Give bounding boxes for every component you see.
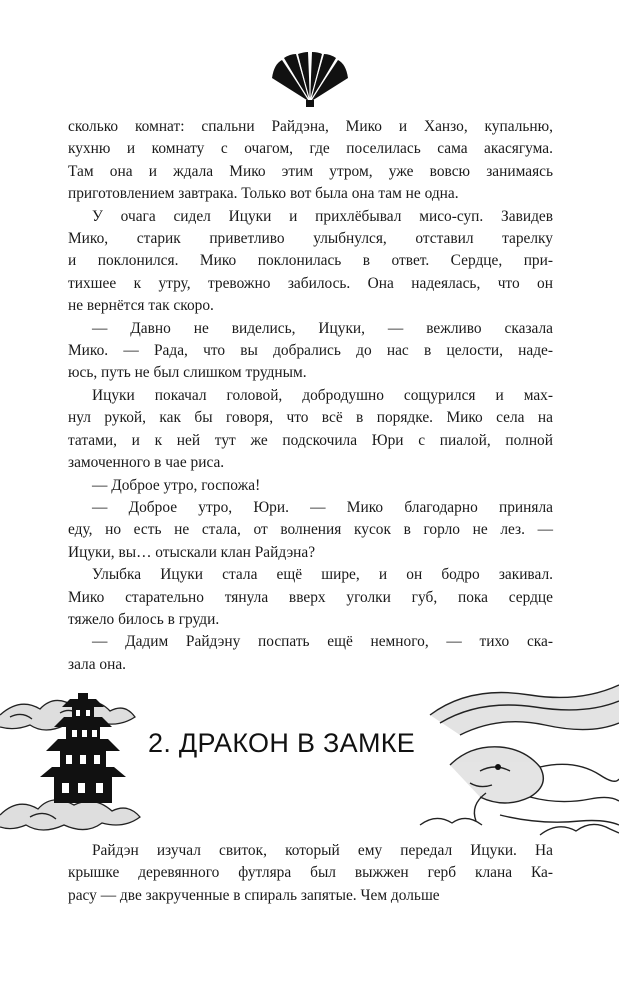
text-line: — Доброе утро, Юри. — Мико благодарно приняла [92, 498, 553, 516]
text-line: Мико. — Рада, что вы добрались до нас в целости, наде- [68, 342, 553, 360]
text-line: юсь, путь не был слишком трудным. [68, 364, 307, 382]
paragraph [68, 206, 553, 318]
text-line: и поклонился. Мико поклонилась в ответ. Сердце, при- [68, 252, 553, 270]
text-line: замоченного в чае риса. [68, 454, 225, 472]
text-line: татами, и к ней тут же подскочила Юри с пиалой, полной [68, 431, 553, 449]
text-line: нул рукой, как бы говоря, что всё в порядке. Мико села на [68, 409, 553, 427]
chapter-header-illustration [0, 675, 619, 850]
text-line: Мико старательно тянула вверх уголки губ, пока сердце [68, 588, 553, 606]
text-line: — Доброе утро, госпожа! [92, 476, 261, 494]
paragraph [68, 564, 553, 631]
paragraph [68, 318, 553, 385]
text-line: — Давно не виделись, Ицуки, — вежливо сказала [92, 319, 553, 337]
paragraph [68, 497, 553, 564]
paragraph [68, 116, 553, 206]
text-line: Ицуки, вы… отыскали клан Райдэна? [68, 543, 316, 561]
text-line: крышке деревянного футляра был выжжен герб клана Ка- [68, 864, 553, 882]
text-line: Мико, старик приветливо улыбнулся, отставил тарелку [68, 230, 553, 248]
paragraph [68, 385, 553, 475]
body-text-top [68, 116, 553, 676]
text-line: тихшее к утру, тревожно забилось. Она надеялась, что он [68, 274, 553, 292]
text-line: приготовлением завтрака. Только вот была она там не одна. [68, 185, 459, 203]
paragraph [68, 840, 553, 907]
paragraph [68, 475, 553, 497]
paragraph [68, 631, 553, 676]
body-text-bottom [68, 840, 553, 907]
text-line: Ицуки покачал головой, добродушно сощурился и мах- [92, 386, 553, 404]
text-line: не вернётся так скоро. [68, 297, 214, 315]
text-line: еду, но есть не стала, от волнения кусок в горло не лез. — [68, 521, 553, 539]
text-line: Райдэн изучал свиток, который ему передал Ицуки. На [92, 842, 553, 859]
text-line: сколько комнат: спальни Райдэна, Мико и Ханзо, купальню, [68, 118, 553, 135]
text-line: расу — две закрученные в спираль запятые. Чем дольше [68, 886, 440, 904]
text-line: Улыбка Ицуки стала ещё шире, и он бодро закивал. [92, 566, 553, 584]
text-line: Там она и ждала Мико этим утром, уже вовсю занимаясь [68, 162, 553, 180]
text-line: У очага сидел Ицуки и прихлёбывал мисо-суп. Завидев [92, 207, 553, 225]
text-line: тяжело билось в груди. [68, 610, 220, 628]
folding-fan-icon [268, 52, 352, 108]
text-line: зала она. [68, 655, 127, 673]
text-line: — Дадим Райдэну поспать ещё немного, — тихо ска- [92, 633, 553, 651]
chapter-title: 2. ДРАКОН В ЗАМКЕ [148, 728, 416, 758]
text-line: кухню и комнату с очагом, где поселилась сама акасягума. [68, 140, 553, 158]
